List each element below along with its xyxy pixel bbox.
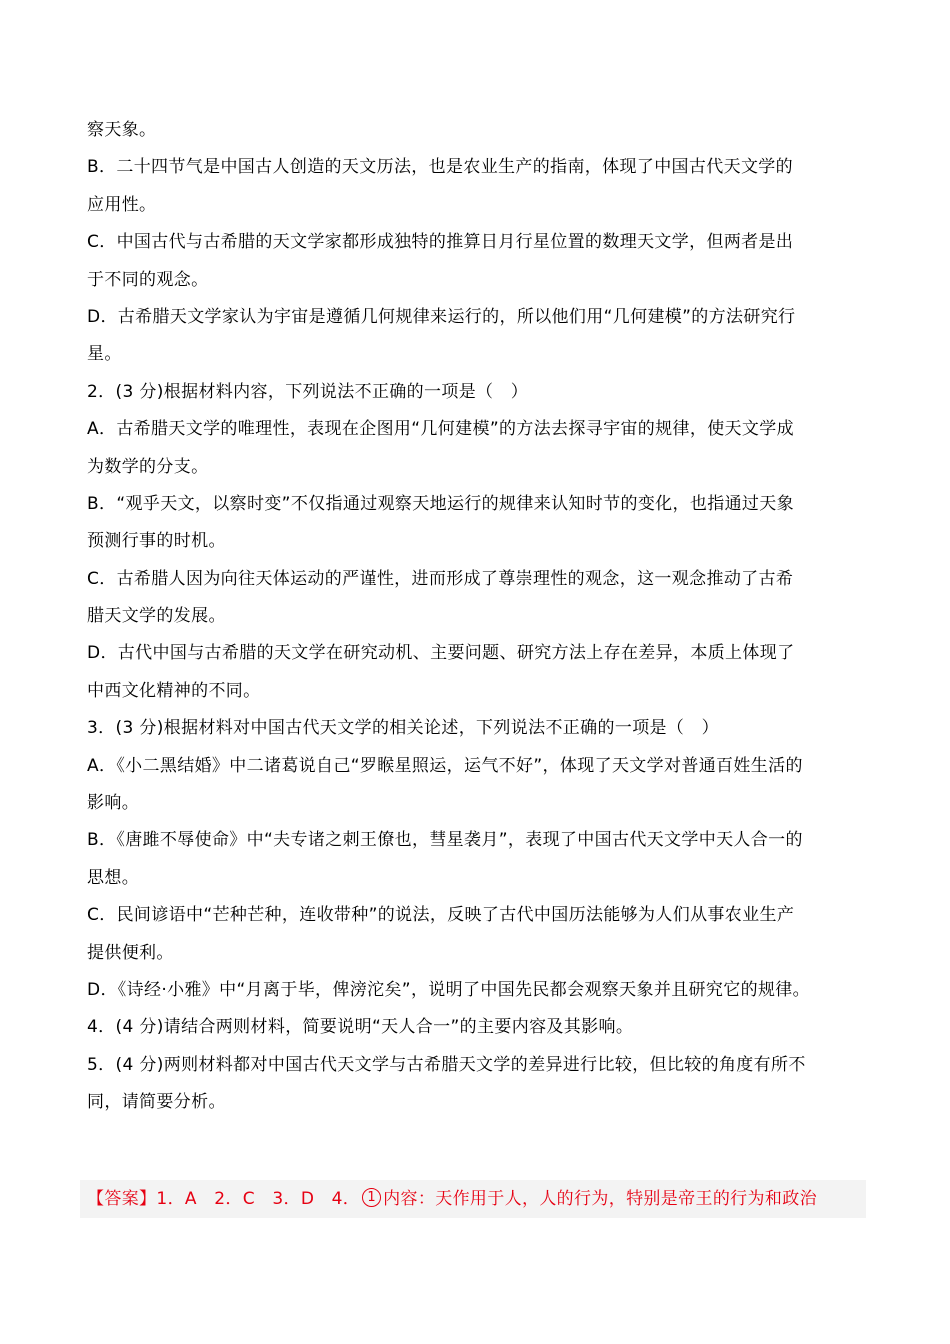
text-line: A．《小二黑结婚》中二诸葛说自己“罗睺星照运，运气不好”，体现了天文学对普通百姓生活的 bbox=[87, 755, 803, 776]
text-line: C．古希腊人因为向往天体运动的严谨性，进而形成了尊崇理性的观念，这一观念推动了古希 bbox=[87, 568, 794, 589]
text-line: B．“观乎天文，以察时变”不仅指通过观察天地运行的规律来认知时节的变化，也指通过天象 bbox=[87, 493, 794, 514]
text-line: 为数学的分支。 bbox=[87, 456, 209, 477]
question-3-stem: 3．(3 分)根据材料对中国古代天文学的相关论述，下列说法不正确的一项是（ ） bbox=[87, 718, 719, 739]
answer-content: 内容：天作用于人，人的行为，特别是帝王的行为和政治 bbox=[383, 1189, 817, 1209]
text-line: 腊天文学的发展。 bbox=[87, 606, 226, 627]
question-5-stem: 5．(4 分)两则材料都对中国古代天文学与古希腊天文学的差异进行比较，但比较的角度有所不 bbox=[87, 1054, 806, 1075]
text-line: A．古希腊天文学的唯理性，表现在企图用“几何建模”的方法去探寻宇宙的规律，使天文学成 bbox=[87, 419, 794, 440]
text-line: D．古希腊天文学家认为宇宙是遵循几何规律来运行的，所以他们用“几何建模”的方法研究行 bbox=[87, 306, 796, 327]
text-line: D．《诗经·小雅》中“月离于毕，俾滂沱矣”，说明了中国先民都会观察天象并且研究它的规律。 bbox=[87, 979, 811, 1000]
text-line: 于不同的观念。 bbox=[87, 269, 209, 290]
circled-number-one: 1 bbox=[362, 1188, 381, 1207]
answer-choices: 1．A 2．C 3．D 4． bbox=[156, 1189, 361, 1209]
text-line: C．中国古代与古希腊的天文学家都形成独特的推算日月行星位置的数理天文学，但两者是出 bbox=[87, 232, 794, 253]
question-text-block bbox=[87, 112, 867, 1122]
answer-tag: 【答案】 bbox=[87, 1189, 157, 1209]
text-line: 察天象。 bbox=[87, 120, 157, 140]
text-line: 思想。 bbox=[87, 867, 140, 888]
text-line: B．《唐雎不辱使命》中“夫专诸之刺王僚也，彗星袭月”，表现了中国古代天文学中天人合一的 bbox=[87, 830, 803, 851]
text-line: B．二十四节气是中国古人创造的天文历法，也是农业生产的指南，体现了中国古代天文学的 bbox=[87, 157, 794, 178]
answer-line bbox=[87, 1181, 817, 1218]
text-line: 预测行事的时机。 bbox=[87, 531, 226, 552]
text-line: 同，请简要分析。 bbox=[87, 1092, 226, 1113]
text-line: 影响。 bbox=[87, 793, 140, 814]
text-line: 提供便利。 bbox=[87, 942, 174, 963]
question-4-stem: 4．(4 分)请结合两则材料，简要说明“天人合一”的主要内容及其影响。 bbox=[87, 1017, 634, 1038]
question-2-stem: 2．(3 分)根据材料内容，下列说法不正确的一项是（ ） bbox=[87, 381, 529, 402]
text-line: D．古代中国与古希腊的天文学在研究动机、主要问题、研究方法上存在差异，本质上体现了 bbox=[87, 643, 795, 664]
text-line: 中西文化精神的不同。 bbox=[87, 680, 261, 701]
text-line: 星。 bbox=[87, 344, 122, 365]
text-line: C．民间谚语中“芒种芒种，连收带种”的说法，反映了古代中国历法能够为人们从事农业生产 bbox=[87, 905, 795, 926]
text-line: 应用性。 bbox=[87, 194, 157, 215]
